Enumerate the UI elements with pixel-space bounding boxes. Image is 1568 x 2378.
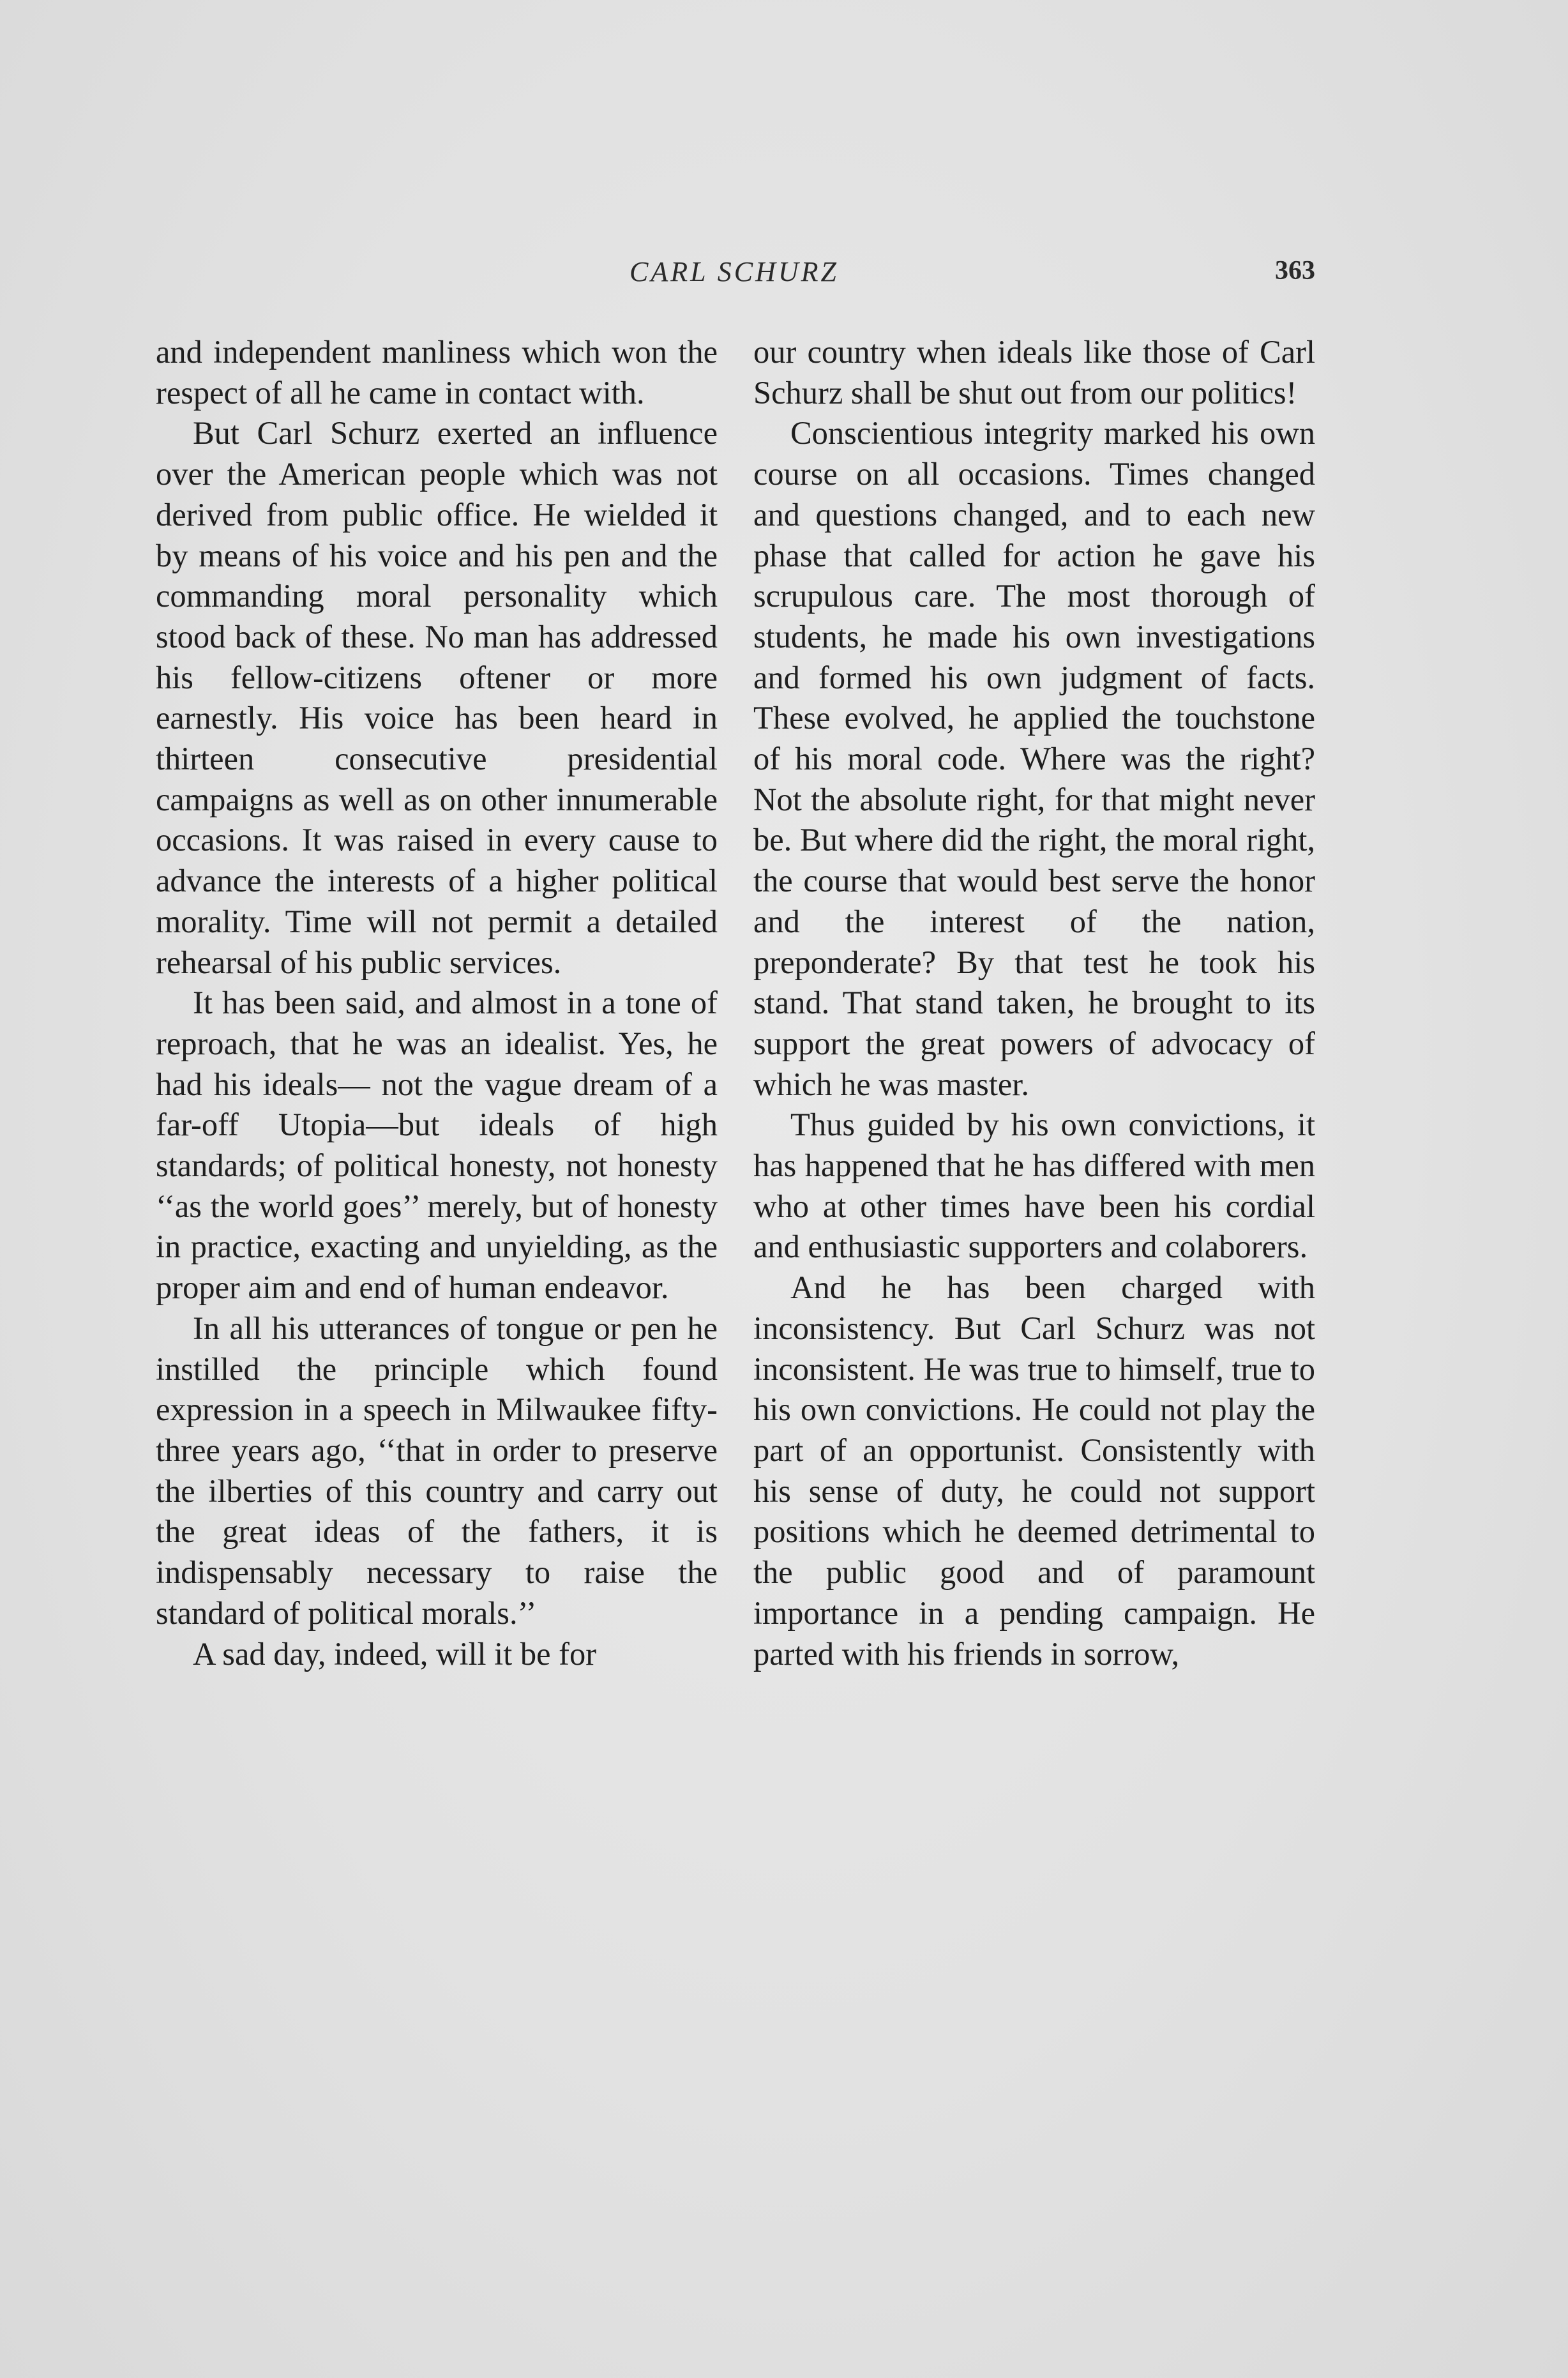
paragraph: A sad day, indeed, will it be for: [193, 1635, 597, 1672]
left-column: [156, 332, 718, 1674]
paragraph: Thus guided by his own convictions, it has happened that he has differed with men who at other times have been his cordial and enthusiastic supporters and colaborers.: [753, 1107, 1315, 1265]
page-number: 363: [1275, 256, 1315, 285]
page-header: [153, 255, 1315, 294]
paragraph: and independent manliness which won the respect of all he came in contact with.: [156, 334, 718, 411]
paragraph: But Carl Schurz exerted an influence over the American people which was not derived from public office. He wielded it by means of his voice and his pen and the commanding moral personality which stood back of these. No man has addressed his fellow-citizens oftener or more earnestly. His voice has been heard in thirteen consecutive presidential campaigns as well as on other innumerable occasions. It was raised in every cause to advance the interests of a higher political morality. Time will not permit a detailed rehearsal of his public services.: [156, 415, 718, 980]
paragraph: In all his utterances of tongue or pen he instilled the principle which found expression in a speech in Milwaukee fifty-three years ago, ‘‘that in order to preserve the ilberties of this country and carry out the great ideas of the fathers, it is indispensably necessary to raise the standard of political morals.’’: [156, 1310, 718, 1631]
paragraph: And he has been charged with inconsistency. But Carl Schurz was not inconsistent. He was true to himself, true to his own convictions. He could not play the part of an opportunist. Consistently with his sense of duty, he could not support positions which he deemed detrimental to the public good and of paramount importance in a pending campaign. He parted with his friends in sorrow,: [753, 1269, 1315, 1672]
running-head: CARL SCHURZ: [629, 256, 840, 287]
right-column: [753, 332, 1315, 1674]
paragraph: our country when ideals like those of Carl Schurz shall be shut out from our politics!: [753, 334, 1315, 411]
paragraph: It has been said, and almost in a tone of reproach, that he was an idealist. Yes, he had his ideals— not the vague dream of a far-off Utopia—but ideals of high standards; of political honesty, not honesty ‘‘as the world goes’’ merely, but of honesty in practice, exacting and unyielding, as the proper aim and end of human endeavor.: [156, 985, 718, 1306]
paragraph: Conscientious integrity marked his own course on all occasions. Times changed and questions changed, and to each new phase that called for action he gave his scrupulous care. The most thorough of students, he made his own investigations and formed his own judgment of facts. These evolved, he applied the touchstone of his moral code. Where was the right? Not the absolute right, for that might never be. But where did the right, the moral right, the course that would best serve the honor and the interest of the nation, preponderate? By that test he took his stand. That stand taken, he brought to its support the great powers of advocacy of which he was master.: [753, 415, 1315, 1102]
